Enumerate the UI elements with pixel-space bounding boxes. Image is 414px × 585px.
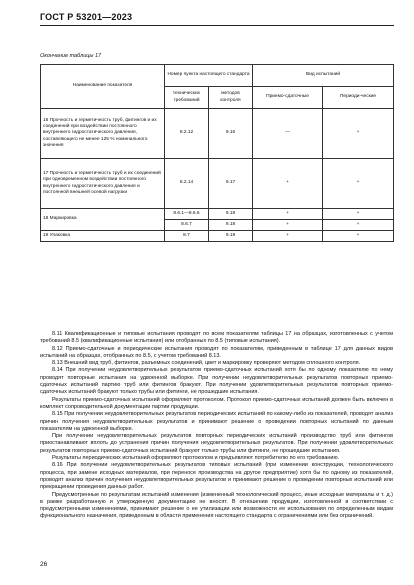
row-periodic: + xyxy=(323,209,394,220)
row-acceptance: + xyxy=(253,209,323,220)
table-header-row xyxy=(41,65,394,87)
header-indicator: Наименование показателя xyxy=(41,65,165,109)
row-requirement: 8.6.7 xyxy=(165,220,209,231)
table-continuation-caption: Окончание таблицы 17 xyxy=(40,53,102,59)
header-requirements: технических требований xyxy=(165,87,209,109)
header-rule xyxy=(40,25,394,26)
paragraph-periodic-protocol: Результаты периодических испытаний оформляют протоколом и предъявляют потребителю по его требованию. xyxy=(52,455,340,462)
row-periodic: + xyxy=(323,109,394,159)
paragraph-repeat-periodic: При получении неудовлетворительных результатов повторных периодических испытаний производство труб или фитингов приостанавливают вплоть до устранения причин получения неудовлетворительных результатов. При получении удовлетворительных результатов повторных приемо-сдаточных испытаний бракуют только трубы или фитинги, не прошедшие испытания. xyxy=(40,433,393,454)
header-clause-group: Номер пункта настоящего стандарта xyxy=(165,65,253,87)
header-acceptance: Приемо-сдаточные xyxy=(253,87,323,109)
row-indicator: 17 Прочность и герметичность труб и их соединений при одновременном воздействии постоянного внутреннего гидростатического давления и постоянной внешней осевой нагрузки xyxy=(41,159,165,209)
body-text xyxy=(40,331,393,521)
row-indicator: 16 Прочность и герметичность труб, фитингов и их соединений при воздействии постоянного внутреннего гидростатического давления, составляющего не менее 125 % номинального значения xyxy=(41,109,165,159)
header-test-group: Вид испытаний xyxy=(253,65,394,87)
row-indicator: 18 Маркировка xyxy=(41,209,165,231)
paragraph-8-11: 8.11 Квалификационные и типовые испытания проводят по всем показателям таблицы 17 на образцах, изготовленных с учетом требований 8.5 (квалификационные испытания) или отобранных по 8.5 (типовые испытания). xyxy=(40,331,393,345)
row-acceptance: + xyxy=(253,231,323,242)
row-requirement: 8.2.14 xyxy=(165,159,209,209)
table-row xyxy=(41,159,394,209)
row-method: 9.17 xyxy=(209,159,253,209)
row-requirement: 8.7 xyxy=(165,231,209,242)
row-method: 9.19 xyxy=(209,231,253,242)
header-methods: методов контроля xyxy=(209,87,253,109)
paragraph-8-15: 8.15 При получении неудовлетворительных результатов периодических испытаний по какому-либо из показателей, проводят анализ причин получения неудовлетворительных результатов и принимают решение о проведении повторных испытаний по данным показателям на удвоенной выборке. xyxy=(40,411,393,432)
row-periodic: + xyxy=(323,231,394,242)
paragraph-acceptance-protocol: Результаты приемо-сдаточных испытаний оформляют протоколом. Протокол приемо-сдаточных испытаний должен быть включен в комплект сопроводительной документации партии продукции. xyxy=(40,396,393,410)
row-requirement: 8.6.1—8.6.6 xyxy=(165,209,209,220)
header-periodic: Периоди-ческие xyxy=(323,87,394,109)
paragraph-8-13: 8.13 Внешний вид труб, фитингов, разъемных соединений, цвет и маркировку проверяют методом сплошного контроля. xyxy=(52,360,361,367)
row-method: 9.16 xyxy=(209,109,253,159)
table-row xyxy=(41,209,394,220)
row-requirement: 8.2.12 xyxy=(165,109,209,159)
standard-header: ГОСТ Р 53201—2023 xyxy=(40,12,133,22)
row-acceptance: + xyxy=(253,159,323,209)
row-method: 9.18 xyxy=(209,220,253,231)
page-number: 26 xyxy=(40,561,48,568)
row-periodic: + xyxy=(323,159,394,209)
paragraph-8-14: 8.14 При получении неудовлетворительных результатов приемо-сдаточных испытаний хотя бы по одному показателю по нему проводят повторные испытания на удвоенной выборке. При получении неудовлетворительных результатов повторных приемо-сдаточных испытаний партию труб или фитингов бракуют. При получении удовлетворительных результатов повторных приемо-сдаточных испытаний бракуют только трубы или фитинги, не прошедшие испытания. xyxy=(40,367,393,396)
table-row xyxy=(41,109,394,159)
paragraph-changes: Предусмотренные по результатам испытаний изменения (измененный технологический процесс, иные исходные материалы и т. д.) в рамке разработанную и утвержденную документацию не вносят. В отношении продукции, изготовленной в соответствии с предусмотренными изменениями, принимают решение о ее утилизации или возможности ее использования по определенным видам функционального назначения, приведенным в области применения настоящего стандарта с ограничениями или без ограничений. xyxy=(40,491,393,520)
paragraph-8-12: 8.12 Приемо-сдаточные и периодические испытания проводят по показателям, приведенным в таблице 17 для данных видов испытаний на образцах, отобранных по 8.5, с учетом требований 8.13. xyxy=(40,345,393,359)
row-periodic: + xyxy=(323,220,394,231)
row-indicator: 19 Упаковка xyxy=(41,231,165,242)
paragraph-8-16: 8.16 При получении неудовлетворительных результатов типовых испытаний (при изменении конструкции, технологического процесса, при замене исходных материалов, при переносе производства на другое предприятие) хотя бы по одному из показателей, проводят анализ причин получения неудовлетворительных результатов и принимают решение о проведении повторных испытаний или прекращении проведения данных работ. xyxy=(40,462,393,491)
row-method: 9.18 xyxy=(209,209,253,220)
row-acceptance: — xyxy=(253,109,323,159)
tests-table xyxy=(40,64,394,242)
row-acceptance: + xyxy=(253,220,323,231)
table-row xyxy=(41,231,394,242)
